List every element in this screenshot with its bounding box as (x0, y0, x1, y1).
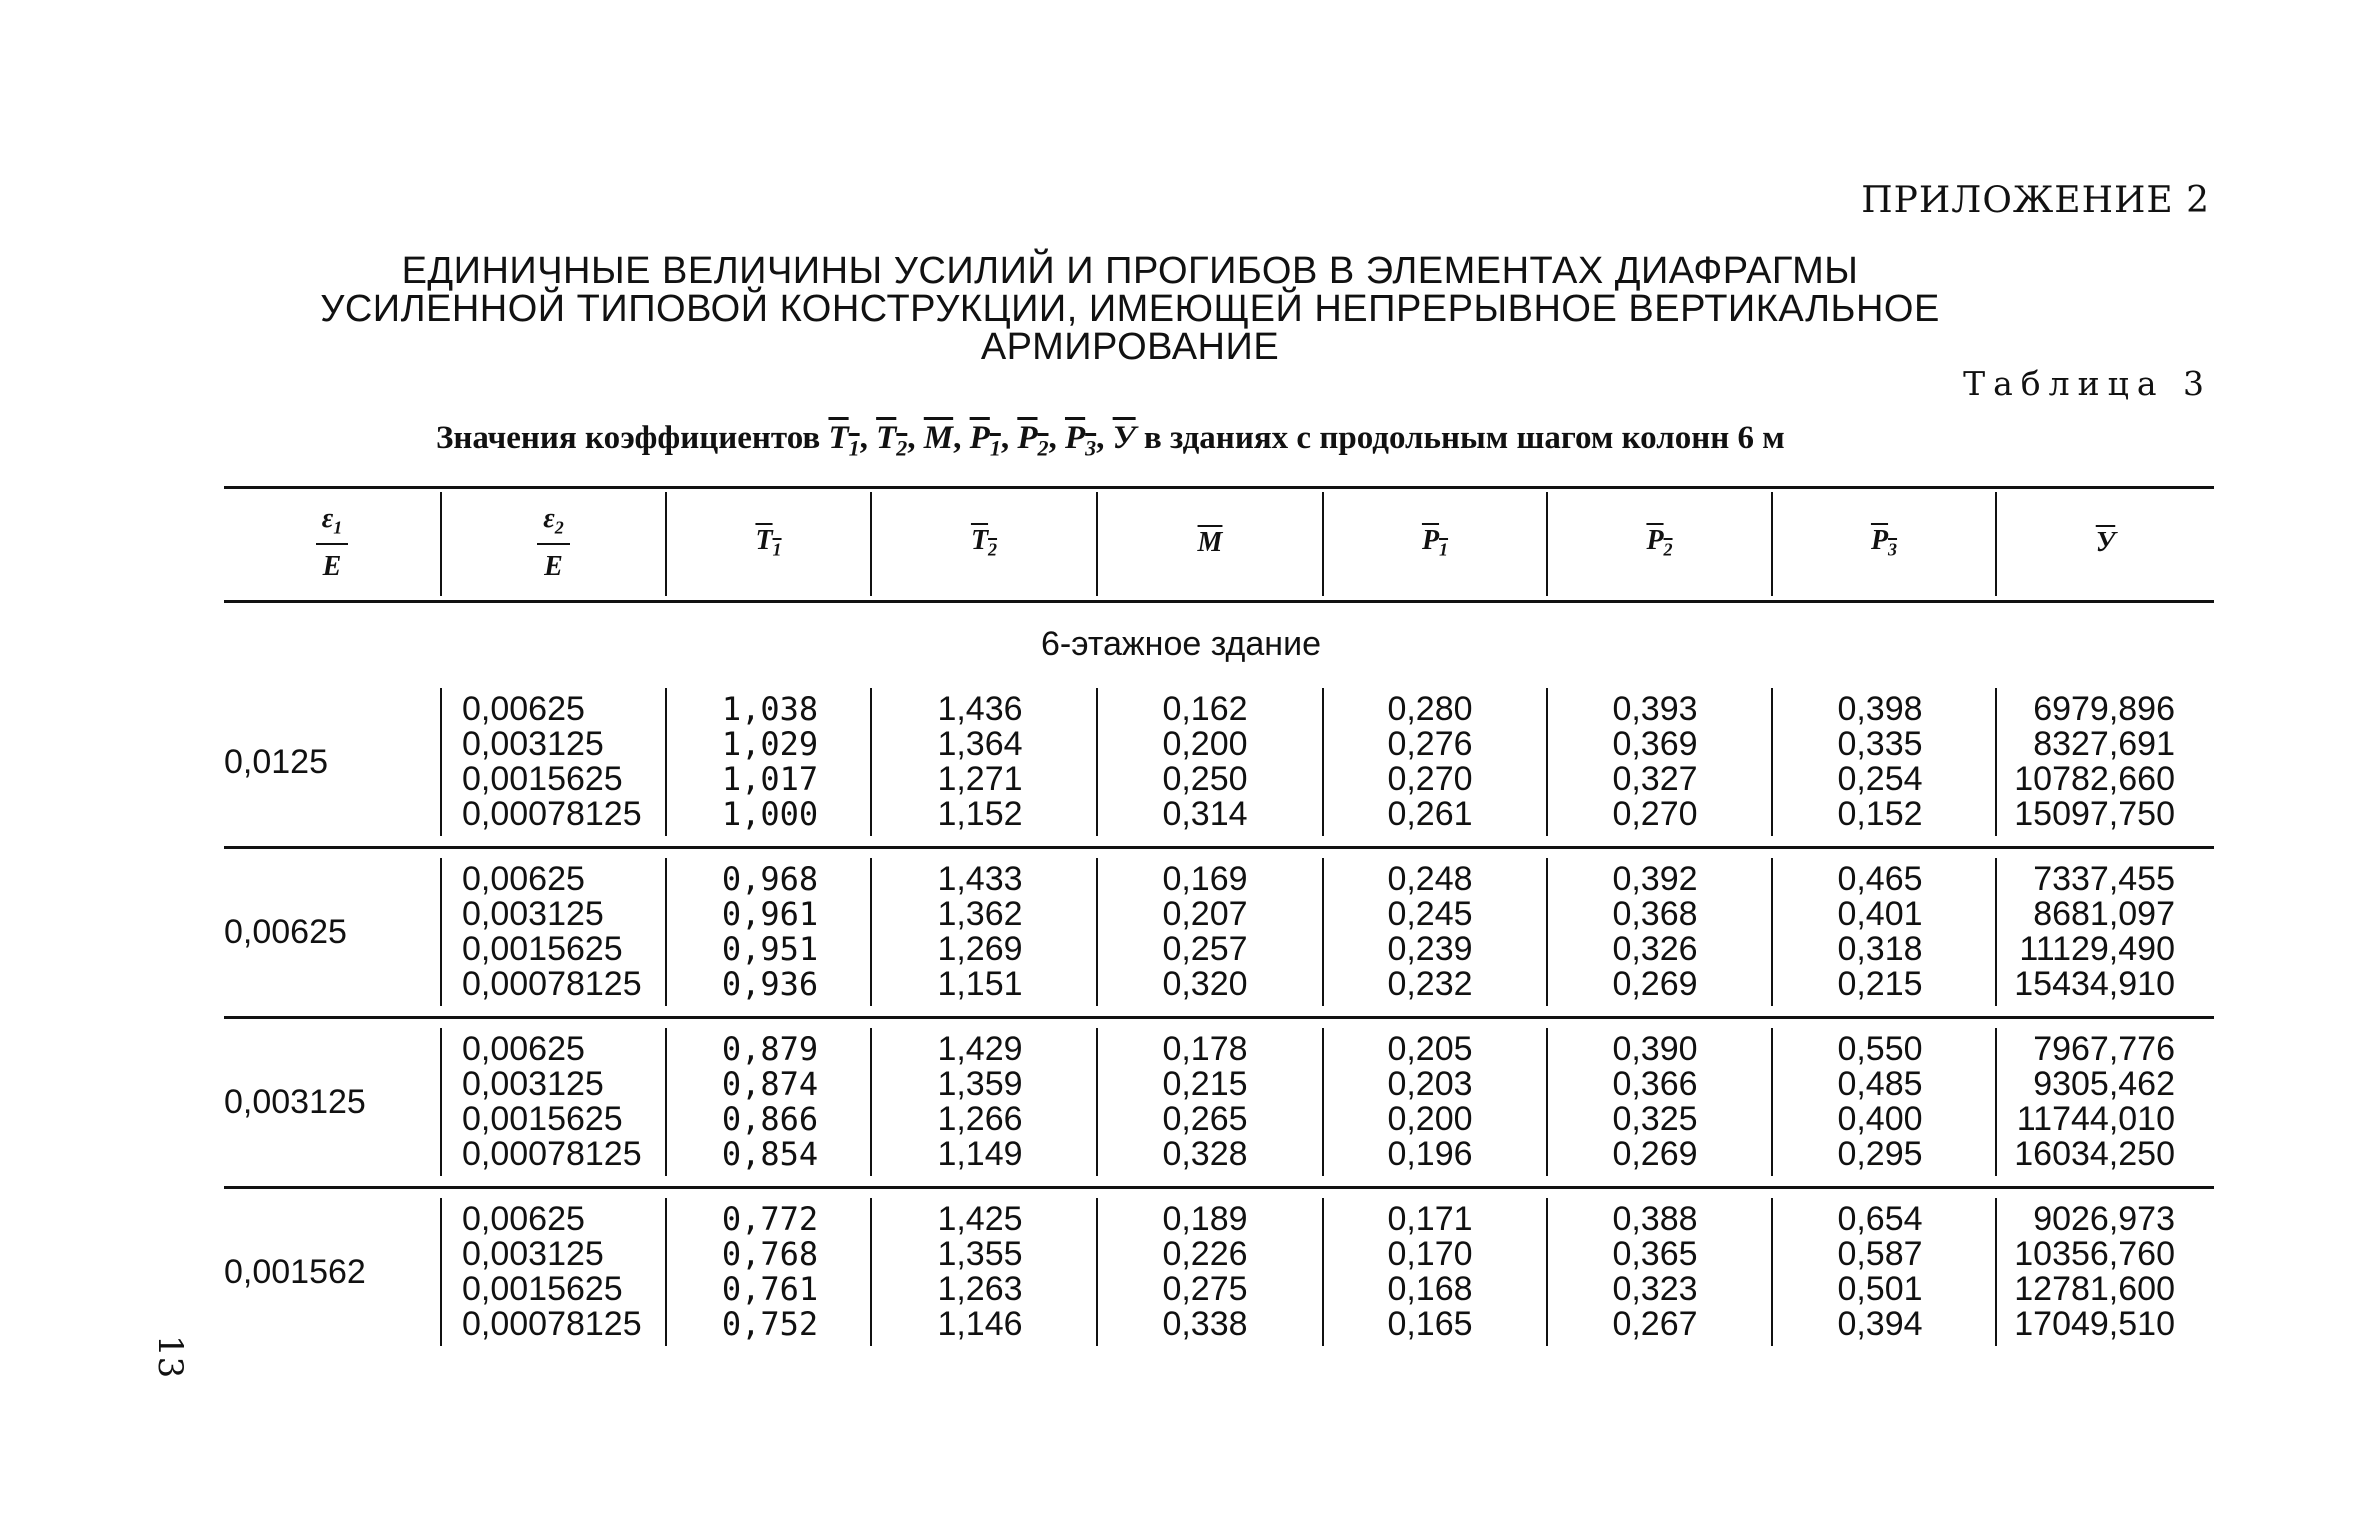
column-separator (1322, 688, 1324, 836)
cell-t1: 0,961 (721, 895, 819, 933)
header-t1 (667, 496, 870, 590)
symbol (967, 525, 1001, 561)
cell-t1: 0,968 (721, 860, 819, 898)
symbol-subscript: 2 (896, 435, 908, 461)
column-p2 (1555, 1202, 1755, 1342)
symbol-subscript: 1 (848, 435, 860, 461)
heading-line: АРМИРОВАНИЕ (980, 326, 1280, 368)
cell-t1: 1,017 (721, 760, 819, 798)
caption-symbol-m: $\overline{M}$ (923, 420, 954, 456)
cell-p1: 0,203 (1387, 1065, 1473, 1103)
column-p2 (1555, 1032, 1755, 1172)
cell-t1: 0,879 (721, 1030, 819, 1068)
cell-p3: 0,215 (1837, 965, 1923, 1003)
cell-m: 0,328 (1162, 1135, 1248, 1173)
caption-symbol-u: У (1112, 420, 1136, 456)
cell-u: 12781,600 (2014, 1270, 2175, 1308)
group-separator-rule (224, 846, 2214, 849)
column-separator (1546, 858, 1548, 1006)
header-u (1997, 496, 2214, 590)
column-u (2000, 1032, 2175, 1172)
caption-symbol-t1 (828, 420, 860, 461)
fraction-denominator: E (544, 550, 563, 582)
cell-e2: 0,0015625 (462, 930, 623, 968)
cell-u: 15097,750 (2014, 795, 2175, 833)
column-p1 (1330, 862, 1530, 1002)
column-separator (1322, 1028, 1324, 1176)
cell-p2: 0,267 (1612, 1305, 1698, 1343)
cell-p2: 0,393 (1612, 690, 1698, 728)
cell-e2: 0,003125 (462, 1235, 604, 1273)
caption-prefix: Значения коэффициентов (436, 420, 821, 456)
cell-p1: 0,248 (1387, 860, 1473, 898)
cell-t1: 1,000 (721, 795, 819, 833)
cell-m: 0,265 (1162, 1100, 1248, 1138)
table-caption: Значения коэффициентов $T_1$, $T_2$, $\overline{M}$, $P_1$, $P_2$, $P_3$, У в зданиях с продольным шагом колонн 6 м (436, 420, 1785, 461)
caption-suffix: в зданиях с продольным шагом колонн 6 м (1143, 420, 1785, 456)
symbol-letter: T (755, 525, 773, 557)
cell-m: 0,162 (1162, 690, 1248, 728)
column-separator (1995, 858, 1997, 1006)
cell-p3: 0,401 (1837, 895, 1923, 933)
column-separator (1322, 858, 1324, 1006)
cell-e2: 0,00625 (462, 690, 585, 728)
cell-p2: 0,325 (1612, 1100, 1698, 1138)
column-separator (665, 688, 667, 836)
cell-p2: 0,269 (1612, 1135, 1698, 1173)
column-u (2000, 1202, 2175, 1342)
symbol: У (2095, 527, 2116, 558)
cell-p3: 0,550 (1837, 1030, 1923, 1068)
cell-t1: 0,936 (721, 965, 819, 1003)
fraction-numerator (316, 503, 348, 545)
header-t2 (872, 496, 1096, 590)
cell-p2: 0,326 (1612, 930, 1698, 968)
column-separator (870, 1198, 872, 1346)
symbol-subscript: 2 (988, 539, 998, 560)
cell-u: 7337,455 (2033, 860, 2175, 898)
column-m (1105, 1032, 1305, 1172)
cell-p3: 0,400 (1837, 1100, 1923, 1138)
cell-p3: 0,465 (1837, 860, 1923, 898)
cell-t1: 0,874 (721, 1065, 819, 1103)
cell-p3: 0,318 (1837, 930, 1923, 968)
cell-t2: 1,425 (937, 1200, 1023, 1238)
heading-line: УСИЛЕННОЙ ТИПОВОЙ КОНСТРУКЦИИ, ИМЕЮЩЕЙ НЕПРЕРЫВНОЕ ВЕРТИКАЛЬНОЕ (320, 288, 1940, 330)
cell-m: 0,189 (1162, 1200, 1248, 1238)
cell-m: 0,169 (1162, 860, 1248, 898)
symbol: $\overline{M}$ (1197, 527, 1223, 558)
cell-m: 0,257 (1162, 930, 1248, 968)
cell-t2: 1,355 (937, 1235, 1023, 1273)
column-separator (440, 1198, 442, 1346)
cell-u: 16034,250 (2014, 1135, 2175, 1173)
column-separator (1096, 1028, 1098, 1176)
symbol-letter: P (1421, 525, 1440, 557)
cell-t2: 1,149 (937, 1135, 1023, 1173)
header-bottom-rule (224, 600, 2214, 603)
cell-t1: 1,029 (721, 725, 819, 763)
symbol (1867, 525, 1901, 561)
cell-t2: 1,362 (937, 895, 1023, 933)
symbol (1418, 525, 1452, 561)
cell-u: 9305,462 (2033, 1065, 2175, 1103)
section-title: 6-этажное здание (1041, 625, 1321, 663)
column-t1 (680, 1202, 860, 1342)
column-separator (1771, 688, 1773, 836)
column-separator (870, 858, 872, 1006)
group-separator-rule (224, 1186, 2214, 1189)
column-separator (1771, 1028, 1773, 1176)
column-p1 (1330, 1202, 1530, 1342)
cell-p2: 0,369 (1612, 725, 1698, 763)
cell-m: 0,338 (1162, 1305, 1248, 1343)
column-separator (1771, 1198, 1773, 1346)
symbol-subscript: 3 (1888, 539, 1898, 560)
cell-t1: 0,761 (721, 1270, 819, 1308)
symbol-letter: P (969, 420, 990, 456)
cell-p3: 0,394 (1837, 1305, 1923, 1343)
cell-p1: 0,270 (1387, 760, 1473, 798)
column-p3 (1780, 1032, 1980, 1172)
cell-p1: 0,239 (1387, 930, 1473, 968)
appendix-label: ПРИЛОЖЕНИЕ 2 (1861, 180, 2210, 221)
cell-e2: 0,00078125 (462, 965, 642, 1003)
column-separator (1096, 688, 1098, 836)
column-p1 (1330, 1032, 1530, 1172)
cell-t2: 1,429 (937, 1030, 1023, 1068)
table-top-rule (224, 486, 2214, 489)
cell-t1: 1,038 (721, 690, 819, 728)
fraction-numerator (537, 503, 569, 545)
cell-p1: 0,232 (1387, 965, 1473, 1003)
cell-p3: 0,152 (1837, 795, 1923, 833)
document-heading (300, 252, 1960, 366)
column-separator (1771, 858, 1773, 1006)
symbol-subscript: 1 (989, 435, 1001, 461)
column-e2 (462, 862, 662, 1002)
cell-p1: 0,196 (1387, 1135, 1473, 1173)
cell-t2: 1,436 (937, 690, 1023, 728)
cell-p3: 0,254 (1837, 760, 1923, 798)
cell-e2: 0,0015625 (462, 1100, 623, 1138)
cell-t2: 1,266 (937, 1100, 1023, 1138)
cell-u: 11129,490 (2019, 930, 2175, 968)
column-e2 (462, 692, 662, 832)
cell-u: 8327,691 (2033, 725, 2175, 763)
cell-p1: 0,261 (1387, 795, 1473, 833)
cell-t2: 1,263 (937, 1270, 1023, 1308)
cell-u: 7967,776 (2033, 1030, 2175, 1068)
column-t2 (880, 692, 1080, 832)
cell-e2: 0,0015625 (462, 760, 623, 798)
cell-p1: 0,165 (1387, 1305, 1473, 1343)
column-separator (1096, 1198, 1098, 1346)
row-label-e1: 0,0125 (224, 742, 328, 781)
symbol (751, 525, 785, 561)
symbol-letter: P (1064, 420, 1086, 456)
column-separator (1546, 688, 1548, 836)
symbol-subscript: 1 (333, 517, 343, 538)
cell-p1: 0,200 (1387, 1100, 1473, 1138)
column-p3 (1780, 1202, 1980, 1342)
cell-p2: 0,392 (1612, 860, 1698, 898)
cell-p1: 0,280 (1387, 690, 1473, 728)
cell-p3: 0,335 (1837, 725, 1923, 763)
table-label: Таблица 3 (1963, 364, 2212, 403)
cell-u: 17049,510 (2014, 1305, 2175, 1343)
column-m (1105, 862, 1305, 1002)
cell-p1: 0,276 (1387, 725, 1473, 763)
symbol (1642, 525, 1676, 561)
cell-u: 11744,010 (2016, 1100, 2175, 1138)
page-number: 13 (150, 1335, 190, 1379)
cell-t2: 1,269 (937, 930, 1023, 968)
cell-e2: 0,00625 (462, 1030, 585, 1068)
caption-symbol-p2 (1017, 420, 1049, 461)
column-separator (870, 688, 872, 836)
column-p3 (1780, 862, 1980, 1002)
header-e1-over-e (224, 496, 440, 590)
column-e2 (462, 1202, 662, 1342)
fraction-denominator: E (322, 550, 342, 582)
column-separator (1995, 1198, 1997, 1346)
cell-m: 0,275 (1162, 1270, 1248, 1308)
cell-m: 0,200 (1162, 725, 1248, 763)
cell-p3: 0,485 (1837, 1065, 1923, 1103)
cell-p2: 0,323 (1612, 1270, 1698, 1308)
cell-e2: 0,00078125 (462, 795, 642, 833)
symbol-letter: ε (543, 503, 555, 535)
cell-t2: 1,364 (937, 725, 1023, 763)
column-t1 (680, 1032, 860, 1172)
column-t1 (680, 692, 860, 832)
symbol-subscript: 2 (554, 517, 564, 538)
cell-e2: 0,003125 (462, 895, 604, 933)
cell-m: 0,207 (1162, 895, 1248, 933)
column-t2 (880, 862, 1080, 1002)
column-t2 (880, 1202, 1080, 1342)
column-separator (1995, 688, 1997, 836)
header-p3 (1773, 496, 1995, 590)
column-separator (1096, 858, 1098, 1006)
cell-u: 15434,910 (2014, 965, 2175, 1003)
column-u (2000, 862, 2175, 1002)
column-p2 (1555, 692, 1755, 832)
column-p3 (1780, 692, 1980, 832)
row-label-e1: 0,001562 (224, 1252, 366, 1291)
cell-u: 10782,660 (2014, 760, 2175, 798)
cell-p2: 0,270 (1612, 795, 1698, 833)
cell-p3: 0,587 (1837, 1235, 1923, 1273)
cell-t2: 1,146 (937, 1305, 1023, 1343)
cell-p3: 0,398 (1837, 690, 1923, 728)
cell-e2: 0,00078125 (462, 1305, 642, 1343)
cell-p1: 0,245 (1387, 895, 1473, 933)
cell-e2: 0,003125 (462, 1065, 604, 1103)
symbol-letter: T (970, 525, 989, 557)
column-m (1105, 1202, 1305, 1342)
cell-p2: 0,366 (1612, 1065, 1698, 1103)
header-p1 (1324, 496, 1546, 590)
cell-u: 10356,760 (2014, 1235, 2175, 1273)
cell-p1: 0,205 (1387, 1030, 1473, 1068)
column-separator (1322, 1198, 1324, 1346)
cell-t2: 1,271 (937, 760, 1023, 798)
heading-line: ЕДИНИЧНЫЕ ВЕЛИЧИНЫ УСИЛИЙ И ПРОГИБОВ В ЭЛЕМЕНТАХ ДИАФРАГМЫ (401, 250, 1859, 292)
cell-p2: 0,365 (1612, 1235, 1698, 1273)
cell-t1: 0,752 (721, 1305, 819, 1343)
cell-t2: 1,151 (937, 965, 1023, 1003)
cell-t1: 0,768 (721, 1235, 819, 1273)
column-separator (870, 1028, 872, 1176)
column-t2 (880, 1032, 1080, 1172)
cell-m: 0,320 (1162, 965, 1248, 1003)
row-label-e1: 0,00625 (224, 912, 347, 951)
column-separator (1546, 1028, 1548, 1176)
symbol-letter: P (1017, 420, 1038, 456)
symbol-subscript: 1 (1439, 539, 1449, 560)
cell-u: 8681,097 (2033, 895, 2175, 933)
cell-m: 0,226 (1162, 1235, 1248, 1273)
cell-m: 0,215 (1162, 1065, 1248, 1103)
row-label-e1: 0,003125 (224, 1082, 366, 1121)
cell-u: 9026,973 (2033, 1200, 2175, 1238)
cell-t1: 0,951 (721, 930, 819, 968)
cell-t2: 1,359 (937, 1065, 1023, 1103)
cell-e2: 0,00625 (462, 1200, 585, 1238)
symbol-letter: T (876, 420, 897, 456)
column-p2 (1555, 862, 1755, 1002)
header-p2 (1548, 496, 1771, 590)
column-m (1105, 692, 1305, 832)
cell-p2: 0,368 (1612, 895, 1698, 933)
cell-p3: 0,295 (1837, 1135, 1923, 1173)
cell-p2: 0,327 (1612, 760, 1698, 798)
symbol-subscript: 3 (1085, 435, 1097, 461)
column-separator (440, 688, 442, 836)
cell-e2: 0,00078125 (462, 1135, 642, 1173)
column-separator (665, 1028, 667, 1176)
column-p1 (1330, 692, 1530, 832)
symbol-subscript: 2 (1663, 539, 1673, 560)
fraction (537, 503, 569, 583)
symbol-letter: P (1870, 525, 1889, 557)
column-separator (665, 1198, 667, 1346)
cell-p2: 0,269 (1612, 965, 1698, 1003)
cell-p2: 0,388 (1612, 1200, 1698, 1238)
group-separator-rule (224, 1016, 2214, 1019)
column-e2 (462, 1032, 662, 1172)
cell-e2: 0,00625 (462, 860, 585, 898)
cell-t1: 0,866 (721, 1100, 819, 1138)
column-t1 (680, 862, 860, 1002)
cell-p2: 0,390 (1612, 1030, 1698, 1068)
column-separator (665, 858, 667, 1006)
cell-p1: 0,168 (1387, 1270, 1473, 1308)
symbol-subscript: 2 (1037, 435, 1049, 461)
fraction (316, 503, 348, 583)
column-separator (1995, 1028, 1997, 1176)
column-separator (440, 1028, 442, 1176)
column-u (2000, 692, 2175, 832)
symbol-letter: P (1646, 525, 1664, 557)
symbol-letter: ε (321, 503, 334, 535)
column-separator (1546, 1198, 1548, 1346)
column-separator (440, 858, 442, 1006)
cell-p3: 0,501 (1837, 1270, 1923, 1308)
cell-m: 0,250 (1162, 760, 1248, 798)
caption-symbol-p3 (1064, 420, 1097, 461)
cell-p3: 0,654 (1837, 1200, 1923, 1238)
cell-t1: 0,854 (721, 1135, 819, 1173)
symbol-subscript: 1 (772, 539, 782, 560)
cell-p1: 0,170 (1387, 1235, 1473, 1273)
caption-symbol-p1 (969, 420, 1001, 461)
cell-p1: 0,171 (1387, 1200, 1473, 1238)
cell-t2: 1,152 (937, 795, 1023, 833)
cell-m: 0,178 (1162, 1030, 1248, 1068)
cell-u: 6979,896 (2033, 690, 2175, 728)
cell-e2: 0,003125 (462, 725, 604, 763)
cell-t2: 1,433 (937, 860, 1023, 898)
symbol-letter: T (828, 420, 849, 456)
header-m (1098, 496, 1322, 590)
caption-symbol-t2 (876, 420, 908, 461)
cell-t1: 0,772 (721, 1200, 819, 1238)
cell-e2: 0,0015625 (462, 1270, 623, 1308)
cell-m: 0,314 (1162, 795, 1248, 833)
header-e2-over-e (442, 496, 665, 590)
